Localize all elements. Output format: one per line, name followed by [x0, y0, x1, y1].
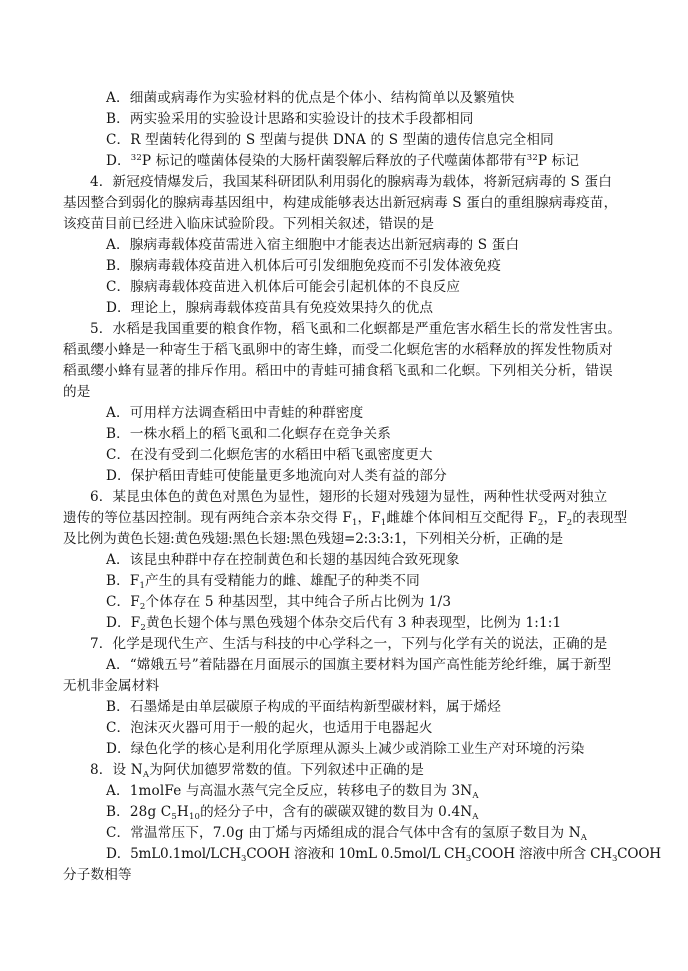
- q4-option-c: [106, 277, 460, 297]
- text: 7．化学是现代生产、生活与科技的中心学科之一，下列与化学有关的说法，正确的是: [90, 636, 608, 652]
- q4-stem-line-2: [63, 193, 617, 213]
- q7-option-b: [106, 697, 501, 717]
- text: 及比例为黄色长翅:黄色残翅:黑色长翅:黑色残翅=2:3:3:1，下列相关分析，正确的是: [63, 531, 563, 547]
- text: B．28g C: [106, 804, 172, 820]
- q8-option-d-line-2: [63, 865, 132, 885]
- subscript: 2: [140, 623, 146, 633]
- text: D．5mL0.1mol/LCH: [106, 846, 241, 862]
- text: C．泡沫灭火器可用于一般的起火，也适用于电器起火: [106, 720, 433, 736]
- text: ，F: [543, 510, 567, 526]
- q4-stem-line-3: [63, 214, 434, 234]
- subscript: 1: [139, 581, 146, 591]
- q8-stem: [90, 760, 424, 780]
- text: B．两实验采用的实验设计思路和实验设计的技术手段都相同: [106, 111, 474, 127]
- text: C．在没有受到二化螟危害的水稻田中稻飞虱密度更大: [106, 447, 433, 463]
- q7-stem: [90, 634, 607, 654]
- q5-option-a: [106, 403, 363, 423]
- q4-option-a: [106, 235, 519, 255]
- q6-option-d: [106, 613, 561, 633]
- text: B．F: [106, 573, 140, 589]
- text: A．1molFe 与高温水蒸气完全反应，转移电子的数目为 3N: [106, 783, 473, 799]
- text: A．腺病毒载体疫苗需进入宿主细胞中才能表达出新冠病毒的 S 蛋白: [106, 237, 520, 253]
- q5-stem-line-4: [63, 382, 91, 402]
- text: 分子数相等: [63, 867, 132, 883]
- q6-stem-line-1: [90, 487, 607, 507]
- text: 8．设 N: [90, 762, 143, 778]
- text: C．常温常压下，7.0g 由丁烯与丙烯组成的混合气体中含有的氢原子数目为 N: [106, 825, 581, 841]
- q5-option-d: [106, 466, 447, 486]
- subscript: A: [472, 791, 479, 801]
- q5-stem-line-3: [63, 361, 613, 381]
- q4-stem-line-1: [90, 172, 612, 192]
- subscript: 3: [465, 854, 472, 864]
- subscript: 2: [537, 518, 544, 528]
- subscript: 3: [611, 854, 618, 864]
- text: 稻虱缨小蜂有显著的排斥作用。稻田中的青蛙可捕食稻飞虱和二化螟。下列相关分析，错误: [63, 363, 613, 379]
- q4-option-b: [106, 256, 501, 276]
- text: A．“嫦娥五号”着陆器在月面展示的国旗主要材料为国产高性能芳纶纤维，属于新型: [106, 657, 612, 673]
- subscript: 10: [188, 812, 201, 822]
- q7-option-d: [106, 739, 584, 759]
- text: 遗传的等位基因控制。现有两纯合亲本杂交得 F: [63, 510, 352, 526]
- text: 6．某昆虫体色的黄色对黑色为显性，翅形的长翅对残翅为显性，两种性状受两对独立: [90, 489, 608, 505]
- q8-option-b: [106, 802, 479, 822]
- text: A．细菌或病毒作为实验材料的优点是个体小、结构简单以及繁殖快: [106, 90, 515, 106]
- text: 该疫苗目前已经进入临床试验阶段。下列相关叙述，错误的是: [63, 216, 435, 232]
- q5-option-b: [106, 424, 391, 444]
- subscript: 5: [171, 812, 177, 822]
- subscript: 2: [566, 518, 573, 528]
- q7-option-c: [106, 718, 433, 738]
- text: D．理论上，腺病毒载体疫苗具有免疫效果持久的优点: [106, 300, 434, 316]
- superscript: 32: [130, 153, 142, 163]
- subscript: A: [472, 812, 479, 822]
- superscript: 32: [526, 153, 538, 163]
- text: P 标记的噬菌体侵染的大肠杆菌裂解后释放的子代噬菌体都带有: [141, 153, 527, 169]
- q7-option-a-line-2: [63, 676, 159, 696]
- text: 5．水稻是我国重要的粮食作物，稻飞虱和二化螟都是严重危害水稻生长的常发性害虫。: [90, 321, 622, 337]
- q5-option-c: [106, 445, 433, 465]
- text: 为阿伏加德罗常数的值。下列叙述中正确的是: [149, 762, 424, 778]
- subscript: 3: [240, 854, 247, 864]
- q3-option-b: [106, 109, 473, 129]
- text: P 标记: [537, 153, 580, 169]
- text: A．该昆虫种群中存在控制黄色和长翅的基因纯合致死现象: [106, 552, 460, 568]
- q8-option-d-line-1: [106, 844, 661, 864]
- text: D．保护稻田青蛙可使能量更多地流向对人类有益的部分: [106, 468, 447, 484]
- q7-option-a-line-1: [106, 655, 611, 675]
- q8-option-c: [106, 823, 587, 843]
- text: D．F: [106, 615, 141, 631]
- q3-option-c: [106, 130, 554, 150]
- text: A．可用样方法调查稻田中青蛙的种群密度: [106, 405, 364, 421]
- subscript: 1: [380, 518, 387, 528]
- q6-option-a: [106, 550, 460, 570]
- q3-option-d: [106, 151, 579, 171]
- text: B．石墨烯是由单层碳原子构成的平面结构新型碳材料，属于烯烃: [106, 699, 501, 715]
- q3-option-a: [106, 88, 515, 108]
- text: 4．新冠疫情爆发后，我国某科研团队利用弱化的腺病毒为载体，将新冠病毒的 S 蛋白: [90, 174, 612, 190]
- text: C．F: [106, 594, 140, 610]
- text: COOH: [617, 846, 661, 862]
- text: B．腺病毒载体疫苗进入机体后可引发细胞免疫而不引发体液免疫: [106, 258, 501, 274]
- text: 无机非金属材料: [63, 678, 160, 694]
- q6-option-c: [106, 592, 451, 612]
- text: 的表现型: [572, 510, 628, 526]
- text: 稻虱缨小蜂是一种寄生于稻飞虱卵中的寄生蜂，而受二化螟危害的水稻释放的挥发性物质对: [63, 342, 613, 358]
- q4-option-d: [106, 298, 433, 318]
- text: 雌雄个体间相互交配得 F: [386, 510, 538, 526]
- text: 的烃分子中，含有的碳碳双键的数目为 0.4N: [200, 804, 473, 820]
- q6-stem-line-2: [63, 508, 627, 528]
- text: 产生的具有受精能力的雌、雄配子的种类不同: [145, 573, 420, 589]
- q5-stem-line-1: [90, 319, 621, 339]
- q5-stem-line-2: [63, 340, 613, 360]
- text: COOH 溶液中所含 CH: [471, 846, 612, 862]
- text: H: [176, 804, 189, 820]
- text: B．一株水稻上的稻飞虱和二化螟存在竞争关系: [106, 426, 392, 442]
- text: D．绿色化学的核心是利用化学原理从源头上减少或消除工业生产对环境的污染: [106, 741, 585, 757]
- text: ，F: [357, 510, 381, 526]
- text: C．R 型菌转化得到的 S 型菌与提供 DNA 的 S 型菌的遗传信息完全相同: [106, 132, 554, 148]
- text: C．腺病毒载体疫苗进入机体后可能会引起机体的不良反应: [106, 279, 461, 295]
- subscript: A: [580, 833, 588, 843]
- text: D．: [106, 153, 131, 169]
- text: COOH 溶液和 10mL 0.5mol/L CH: [246, 846, 466, 862]
- text: 基因整合到弱化的腺病毒基因组中，构建成能够表达出新冠病毒 S 蛋白的重组腺病毒疫苗，: [63, 195, 618, 211]
- subscript: A: [142, 770, 150, 780]
- subscript: 2: [139, 602, 146, 612]
- text: 黄色长翅个体与黑色残翅个体杂交后代有 3 种表现型，比例为 1:1:1: [145, 615, 562, 631]
- subscript: 1: [351, 518, 358, 528]
- q6-stem-line-3: [63, 529, 563, 549]
- q8-option-a: [106, 781, 479, 801]
- text: 个体存在 5 种基因型，其中纯合子所占比例为 1/3: [145, 594, 452, 610]
- text: 的是: [63, 384, 91, 400]
- q6-option-b: [106, 571, 420, 591]
